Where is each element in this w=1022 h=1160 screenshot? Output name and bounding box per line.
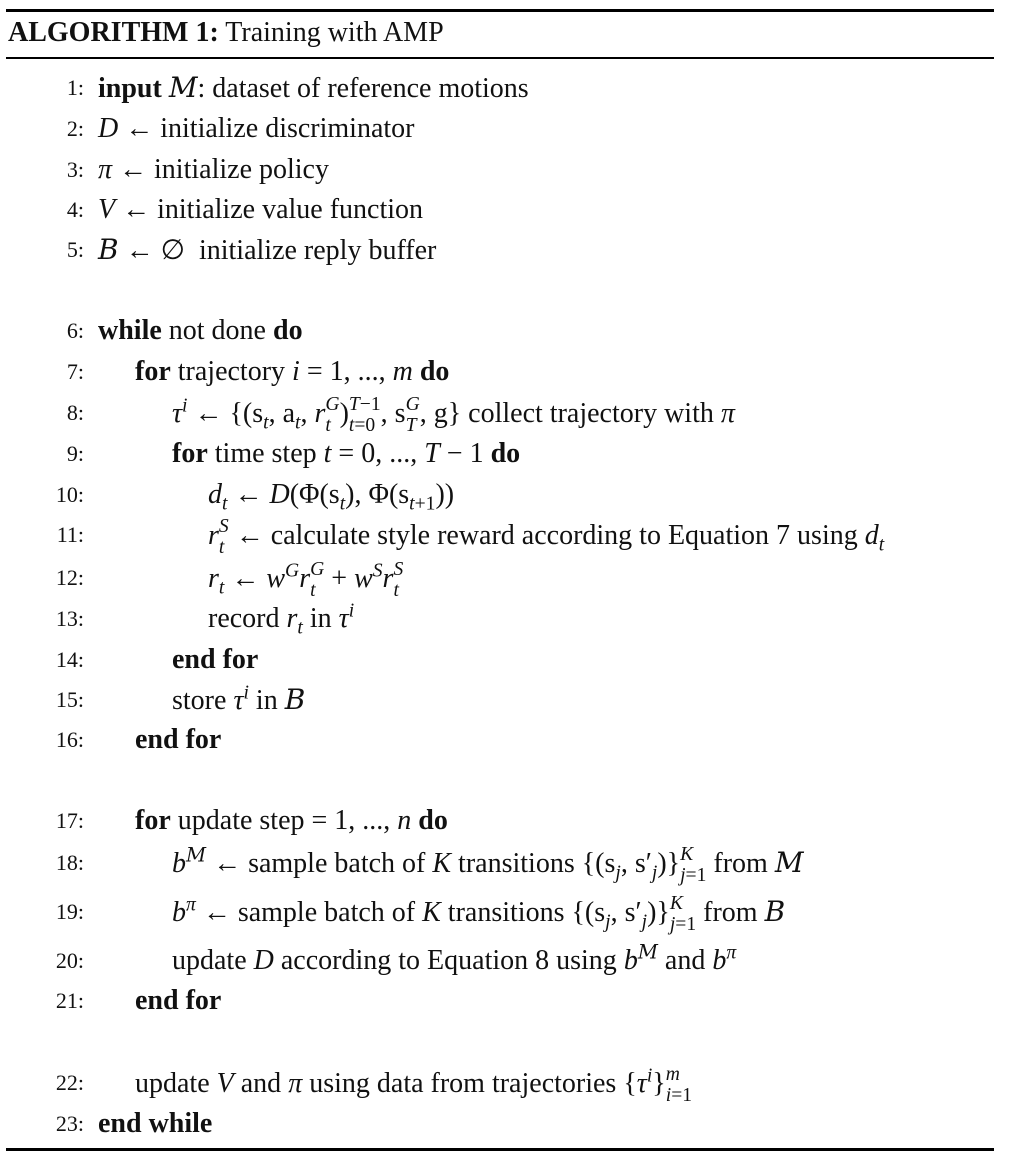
line-code: record $r_t$ in $\tau^i$	[208, 600, 355, 639]
line-number: 22:	[55, 1070, 84, 1095]
line-number: 6:	[66, 318, 84, 343]
line-code: end for	[135, 724, 222, 755]
line-number: 14:	[55, 647, 84, 672]
line-number: 2:	[66, 116, 84, 141]
line-code: B ← ∅ initialize reply buffer	[98, 233, 437, 266]
line-code: $b^M$ ← sample batch of K transitions {($s_j$, $s'_j$)} K j=1 from M	[172, 843, 804, 886]
line-number: 19:	[55, 899, 84, 924]
algorithm-label: ALGORITHM 1:	[8, 17, 219, 48]
bottom-rule	[6, 1148, 994, 1151]
line-code: update D according to Equation 8 using $b^M$ and $b^\pi$	[172, 940, 737, 976]
header-rule	[6, 57, 994, 59]
line-number: 15:	[55, 687, 84, 712]
line-number: 20:	[55, 948, 84, 973]
line-code: for update step = 1, ..., n do	[135, 805, 448, 836]
line-code: update V and π using data from trajectories $\{\tau^i\}$ m i=1	[135, 1064, 693, 1106]
line-number: 16:	[55, 727, 84, 752]
line-code: $r_t$ ← $w^Gr$ G t + $w^Sr$ S t	[208, 559, 404, 601]
algorithm-header	[8, 14, 444, 52]
line-code: for trajectory i = 1, ..., m do	[135, 356, 450, 387]
top-rule	[6, 9, 994, 12]
line-number: 12:	[55, 565, 84, 590]
line-number: 23:	[55, 1111, 84, 1136]
line-code: $b^\pi$ ← sample batch of K transitions {($s_j$, $s'_j$)} K j=1 from B	[172, 893, 786, 935]
line-number: 5:	[66, 237, 84, 262]
line-number: 3:	[66, 157, 84, 182]
line-code: store $\tau^i$ in B	[172, 682, 306, 716]
line-code: $d_t$ ← $D(\Phi(s_t)$, $\Phi(s_{t+1})$)	[208, 479, 455, 515]
line-code: r S t ← calculate style reward according to Equation 7 using $d_t$	[208, 516, 885, 558]
line-code: end for	[172, 644, 259, 675]
line-code: end while	[98, 1108, 213, 1139]
line-number: 17:	[55, 808, 84, 833]
algorithm-title: Training with AMP	[225, 17, 444, 48]
line-number: 11:	[56, 522, 84, 547]
line-number: 21:	[55, 988, 84, 1013]
line-number: 18:	[55, 850, 84, 875]
line-number: 7:	[66, 359, 84, 384]
line-code: $\tau^i$ ← {($s_t$, $a_t$, r G t ) T−1 t=0 , s G T , g} collect trajectory with π	[172, 394, 735, 436]
line-code: input M: dataset of reference motions	[98, 71, 529, 104]
line-number: 4:	[66, 197, 84, 222]
line-code: end for	[135, 985, 222, 1016]
line-number: 9:	[66, 441, 84, 466]
line-code: π ← initialize policy	[98, 154, 329, 185]
line-code: V ← initialize value function	[98, 194, 424, 225]
line-number: 1:	[66, 75, 84, 100]
line-code: D ← initialize discriminator	[98, 113, 415, 144]
line-number: 8:	[66, 400, 84, 425]
line-code: while not done do	[98, 315, 303, 346]
line-number: 10:	[55, 482, 84, 507]
line-code: for time step t = 0, ..., T − 1 do	[172, 438, 521, 469]
line-number: 13:	[55, 606, 84, 631]
